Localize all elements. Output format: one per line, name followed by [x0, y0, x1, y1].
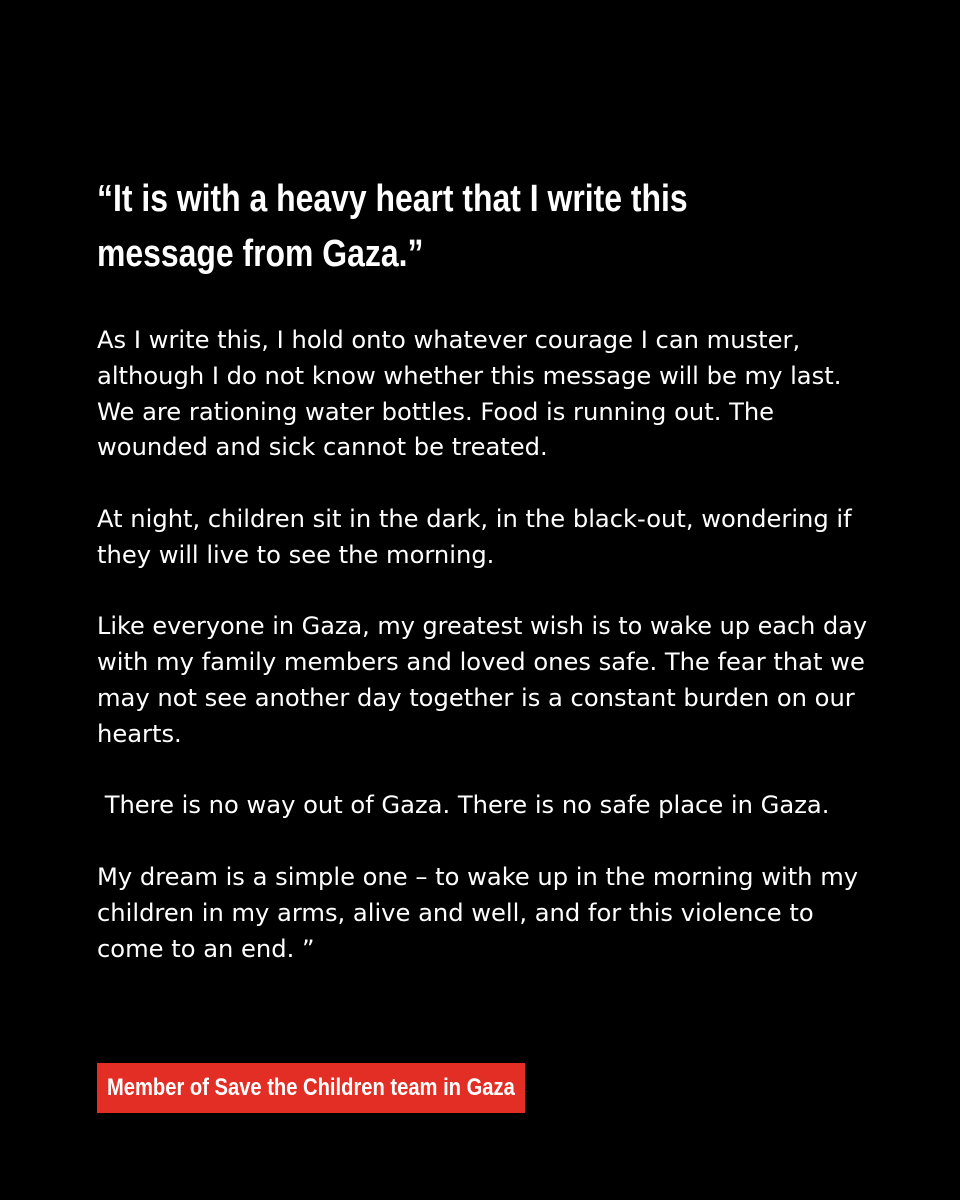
body-line: children in my arms, alive and well, and for this violence to: [97, 898, 814, 927]
attribution-tag: [97, 1063, 525, 1113]
paragraph-wish: [97, 609, 887, 752]
paragraph-rationing: [97, 323, 887, 466]
body-line: We are rationing water bottles. Food is running out. The: [97, 397, 775, 426]
body-line: My dream is a simple one – to wake up in the morning with my: [97, 862, 859, 891]
quote-headline: [97, 172, 853, 282]
body-line: Like everyone in Gaza, my greatest wish is to wake up each day: [97, 612, 868, 641]
body-line: hearts.: [97, 719, 182, 748]
headline-line: message from Gaza.”: [97, 233, 424, 275]
body-line: wounded and sick cannot be treated.: [97, 433, 548, 462]
body-line: As I write this, I hold onto whatever courage I can muster,: [97, 326, 801, 354]
headline-line: “It is with a heavy heart that I write this: [97, 178, 688, 220]
body-line: At night, children sit in the dark, in the black-out, wondering if: [97, 504, 852, 533]
paragraph-night: [97, 502, 887, 574]
quote-body: [97, 323, 887, 1003]
body-line: may not see another day together is a constant burden on our: [97, 683, 855, 712]
body-line: with my family members and loved ones safe. The fear that we: [97, 648, 865, 677]
attribution-label: Member of Save the Children team in Gaza: [107, 1074, 515, 1101]
paragraph-no-way-out: [97, 788, 887, 824]
body-line: although I do not know whether this message will be my last.: [97, 361, 842, 390]
quote-content: [97, 172, 887, 282]
body-line: There is no way out of Gaza. There is no safe place in Gaza.: [97, 791, 830, 820]
paragraph-dream: [97, 860, 887, 967]
body-line: come to an end. ”: [97, 934, 315, 963]
body-line: they will live to see the morning.: [97, 540, 495, 569]
